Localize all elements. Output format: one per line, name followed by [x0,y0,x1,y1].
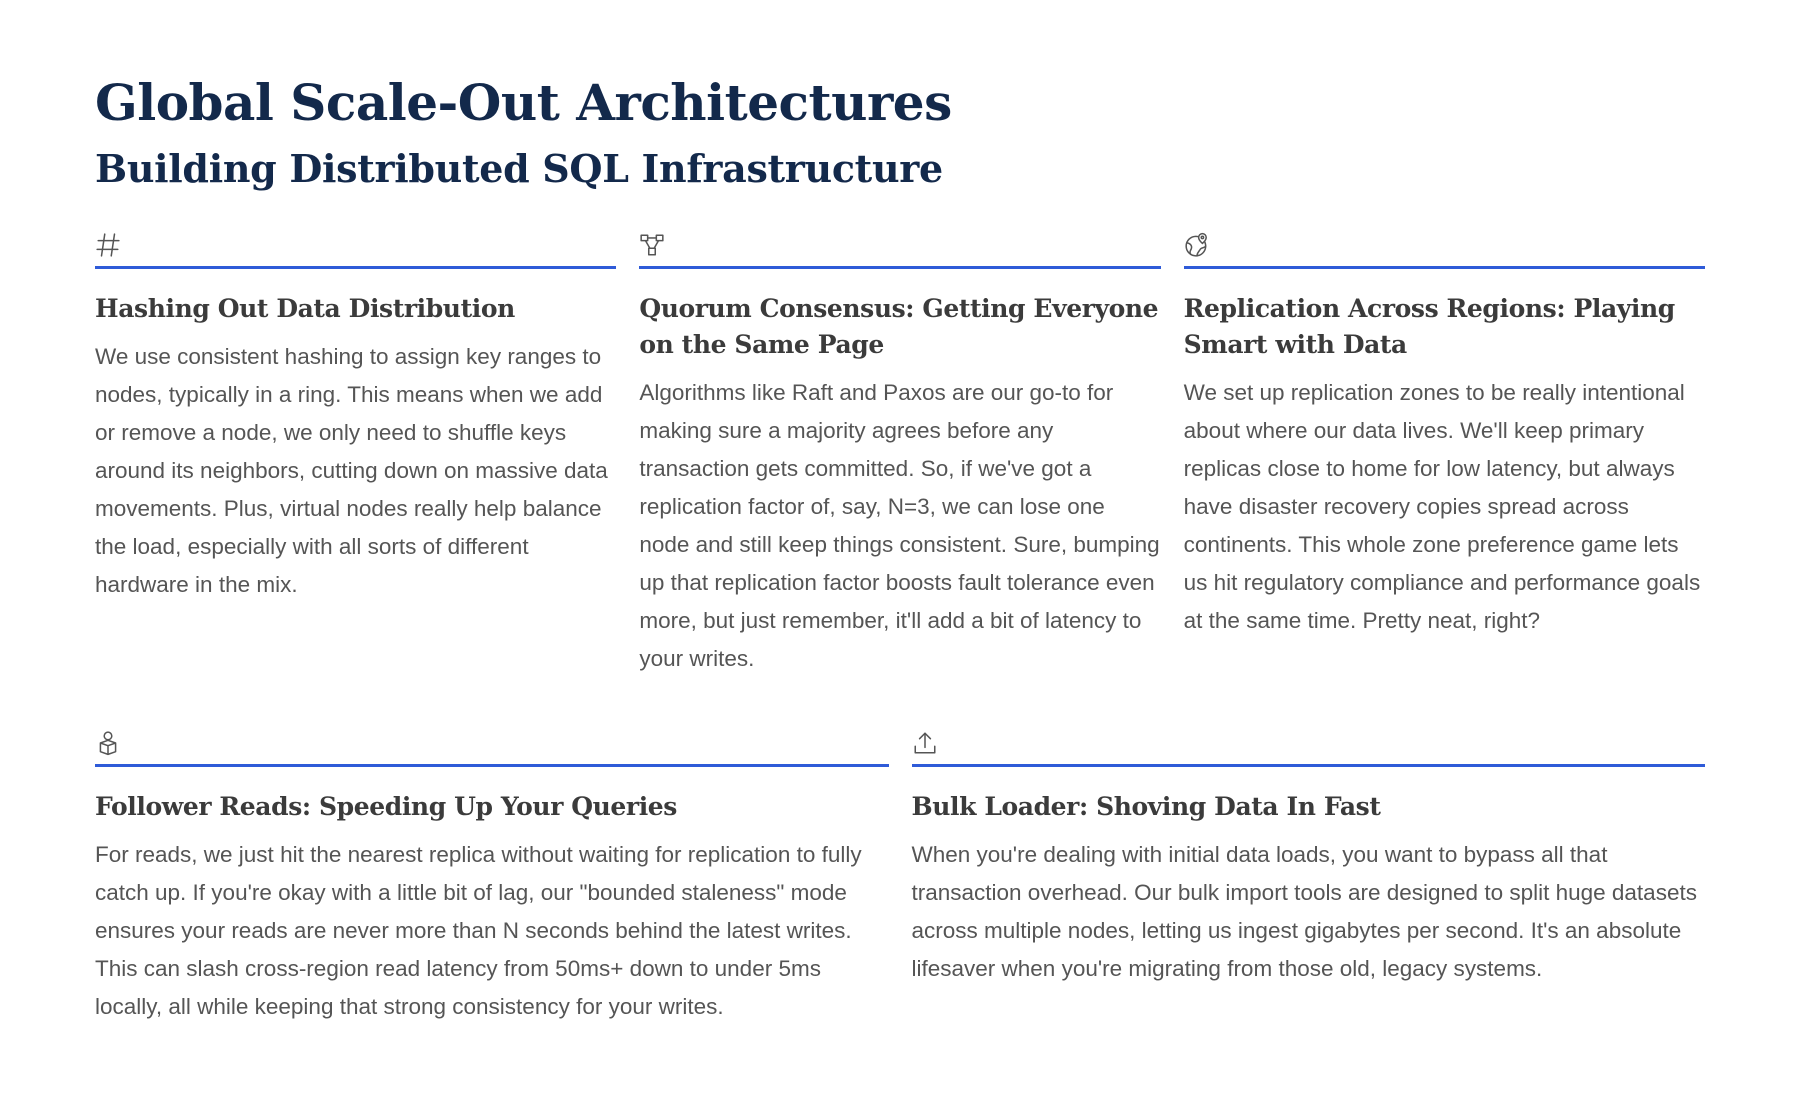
card-body: For reads, we just hit the nearest replica without waiting for replication to fully catch up. If you're okay with a little bit of lag, our "bounded staleness" mode ensures your reads are never more than N seconds behind the latest writes. This can slash cross-region read latency from 50ms+ down to under 5ms locally, all while keeping that strong consistency for your writes. [95,842,862,1019]
card-title: Bulk Loader: Shoving Data In Fast [911,792,1381,821]
card-title: Quorum Consensus: Getting Everyone on the Same Page [639,294,1159,359]
card-header-rule [95,728,889,767]
card-body: Algorithms like Raft and Paxos are our go-to for making sure a majority agrees before any transaction gets committed. So, if we've got a replication factor of, say, N=3, we can lose one node and still keep things consistent. Sure, bumping up that replication factor boosts fault tolerance even more, but just remember, it'll add a bit of latency to your writes. [639,380,1160,671]
card-header-rule [1184,230,1705,269]
user-box-icon [95,730,121,756]
card-quorum [639,230,1160,678]
card-row-top [95,230,1705,678]
card-body: When you're dealing with initial data loads, you want to bypass all that transaction overhead. Our bulk import tools are designed to split huge datasets across multiple nodes, letting us ingest gigabytes per second. It's an absolute lifesaver when you're migrating from those old, legacy systems. [911,842,1697,981]
card-header-rule [95,230,616,269]
card-header-rule [912,728,1706,767]
card-bulk-loader [912,728,1706,1026]
card-hashing [95,230,616,678]
page-subtitle: Building Distributed SQL Infrastructure [95,146,943,191]
card-title: Follower Reads: Speeding Up Your Queries [95,792,677,821]
upload-icon [912,730,938,756]
card-row-bottom [95,728,1705,1026]
card-body: We set up replication zones to be really intentional about where our data lives. We'll keep primary replicas close to home for low latency, but always have disaster recovery copies spread across continents. This whole zone preference game lets us hit regulatory compliance and performance goals at the same time. Pretty neat, right? [1183,380,1701,633]
network-nodes-icon [639,232,665,258]
globe-pin-icon [1184,232,1210,258]
page-title: Global Scale-Out Architectures [95,73,952,132]
card-follower-reads [95,728,889,1026]
card-header-rule [639,230,1160,269]
card-title: Hashing Out Data Distribution [95,294,515,323]
card-replication [1184,230,1705,678]
hash-icon [95,232,121,258]
card-title: Replication Across Regions: Playing Smart with Data [1183,294,1675,359]
card-body: We use consistent hashing to assign key ranges to nodes, typically in a ring. This means when we add or remove a node, we only need to shuffle keys around its neighbors, cutting down on massive data movements. Plus, virtual nodes really help balance the load, especially with all sorts of different hardware in the mix. [95,344,608,597]
